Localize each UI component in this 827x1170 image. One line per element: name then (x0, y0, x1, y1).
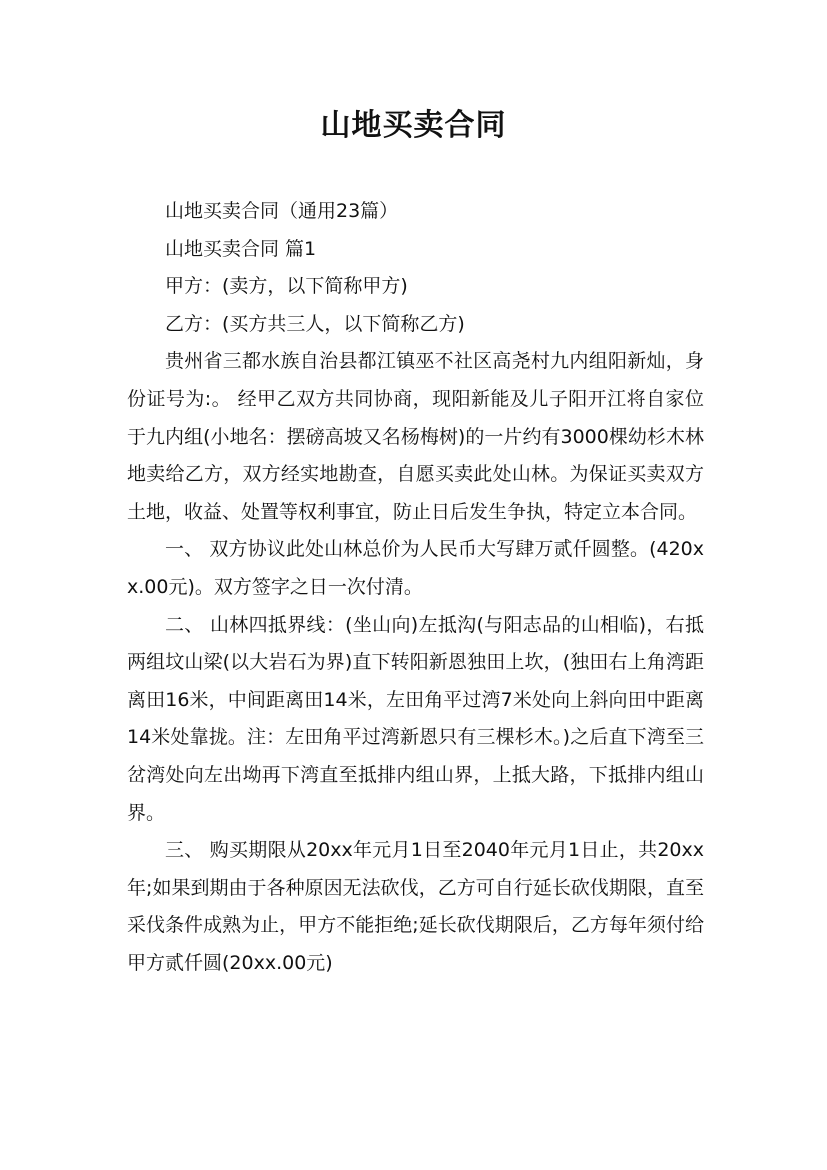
paragraph-clause-2: 二、 山林四抵界线：(坐山向)左抵沟(与阳志品的山相临)，右抵两组坟山梁(以大岩石为界)直下转阳新恩独田上坎，(独田右上角湾距离田16米，中间距离田14米，左田角平过湾7米处向上斜向田中距离14米处靠拢。注：左田角平过湾新恩只有三棵杉木。)之后直下湾至三岔湾处向左出坳再下湾直至抵排内组山界，上抵大路，下抵排内组山界。 (127, 613, 704, 824)
document-body (127, 193, 704, 982)
paragraph-clause-1: 一、 双方协议此处山林总价为人民币大写肆万贰仟圆整。(420xx.00元)。双方签字之日一次付清。 (127, 538, 704, 598)
paragraph-clause-3: 三、 购买期限从20xx年元月1日至2040年元月1日止，共20xx年;如果到期由于各种原因无法砍伐，乙方可自行延长砍伐期限，直至采伐条件成熟为止，甲方不能拒绝;延长砍伐期限后，乙方每年须付给甲方贰仟圆(20xx.00元) (127, 839, 704, 974)
paragraph-section-heading: 山地买卖合同 篇1 (165, 237, 317, 260)
paragraph-party-a: 甲方：(卖方，以下简称甲方) (165, 275, 408, 298)
paragraph-subtitle: 山地买卖合同（通用23篇） (165, 200, 399, 222)
paragraph-party-b: 乙方：(买方共三人，以下简称乙方) (165, 312, 465, 335)
document-title: 山地买卖合同 (320, 108, 507, 143)
paragraph-preamble: 贵州省三都水族自治县都江镇巫不社区高尧村九内组阳新灿，身份证号为:。 经甲乙双方共同协商，现阳新能及儿子阳开江将自家位于九内组(小地名：摆磅高坡又名杨梅树)的一片约有3000棵幼杉木林地卖给乙方，双方经实地勘查，自愿买卖此处山林。为保证买卖双方土地，收益、处置等权利事宜，防止日后发生争执，特定立本合同。 (127, 350, 704, 523)
